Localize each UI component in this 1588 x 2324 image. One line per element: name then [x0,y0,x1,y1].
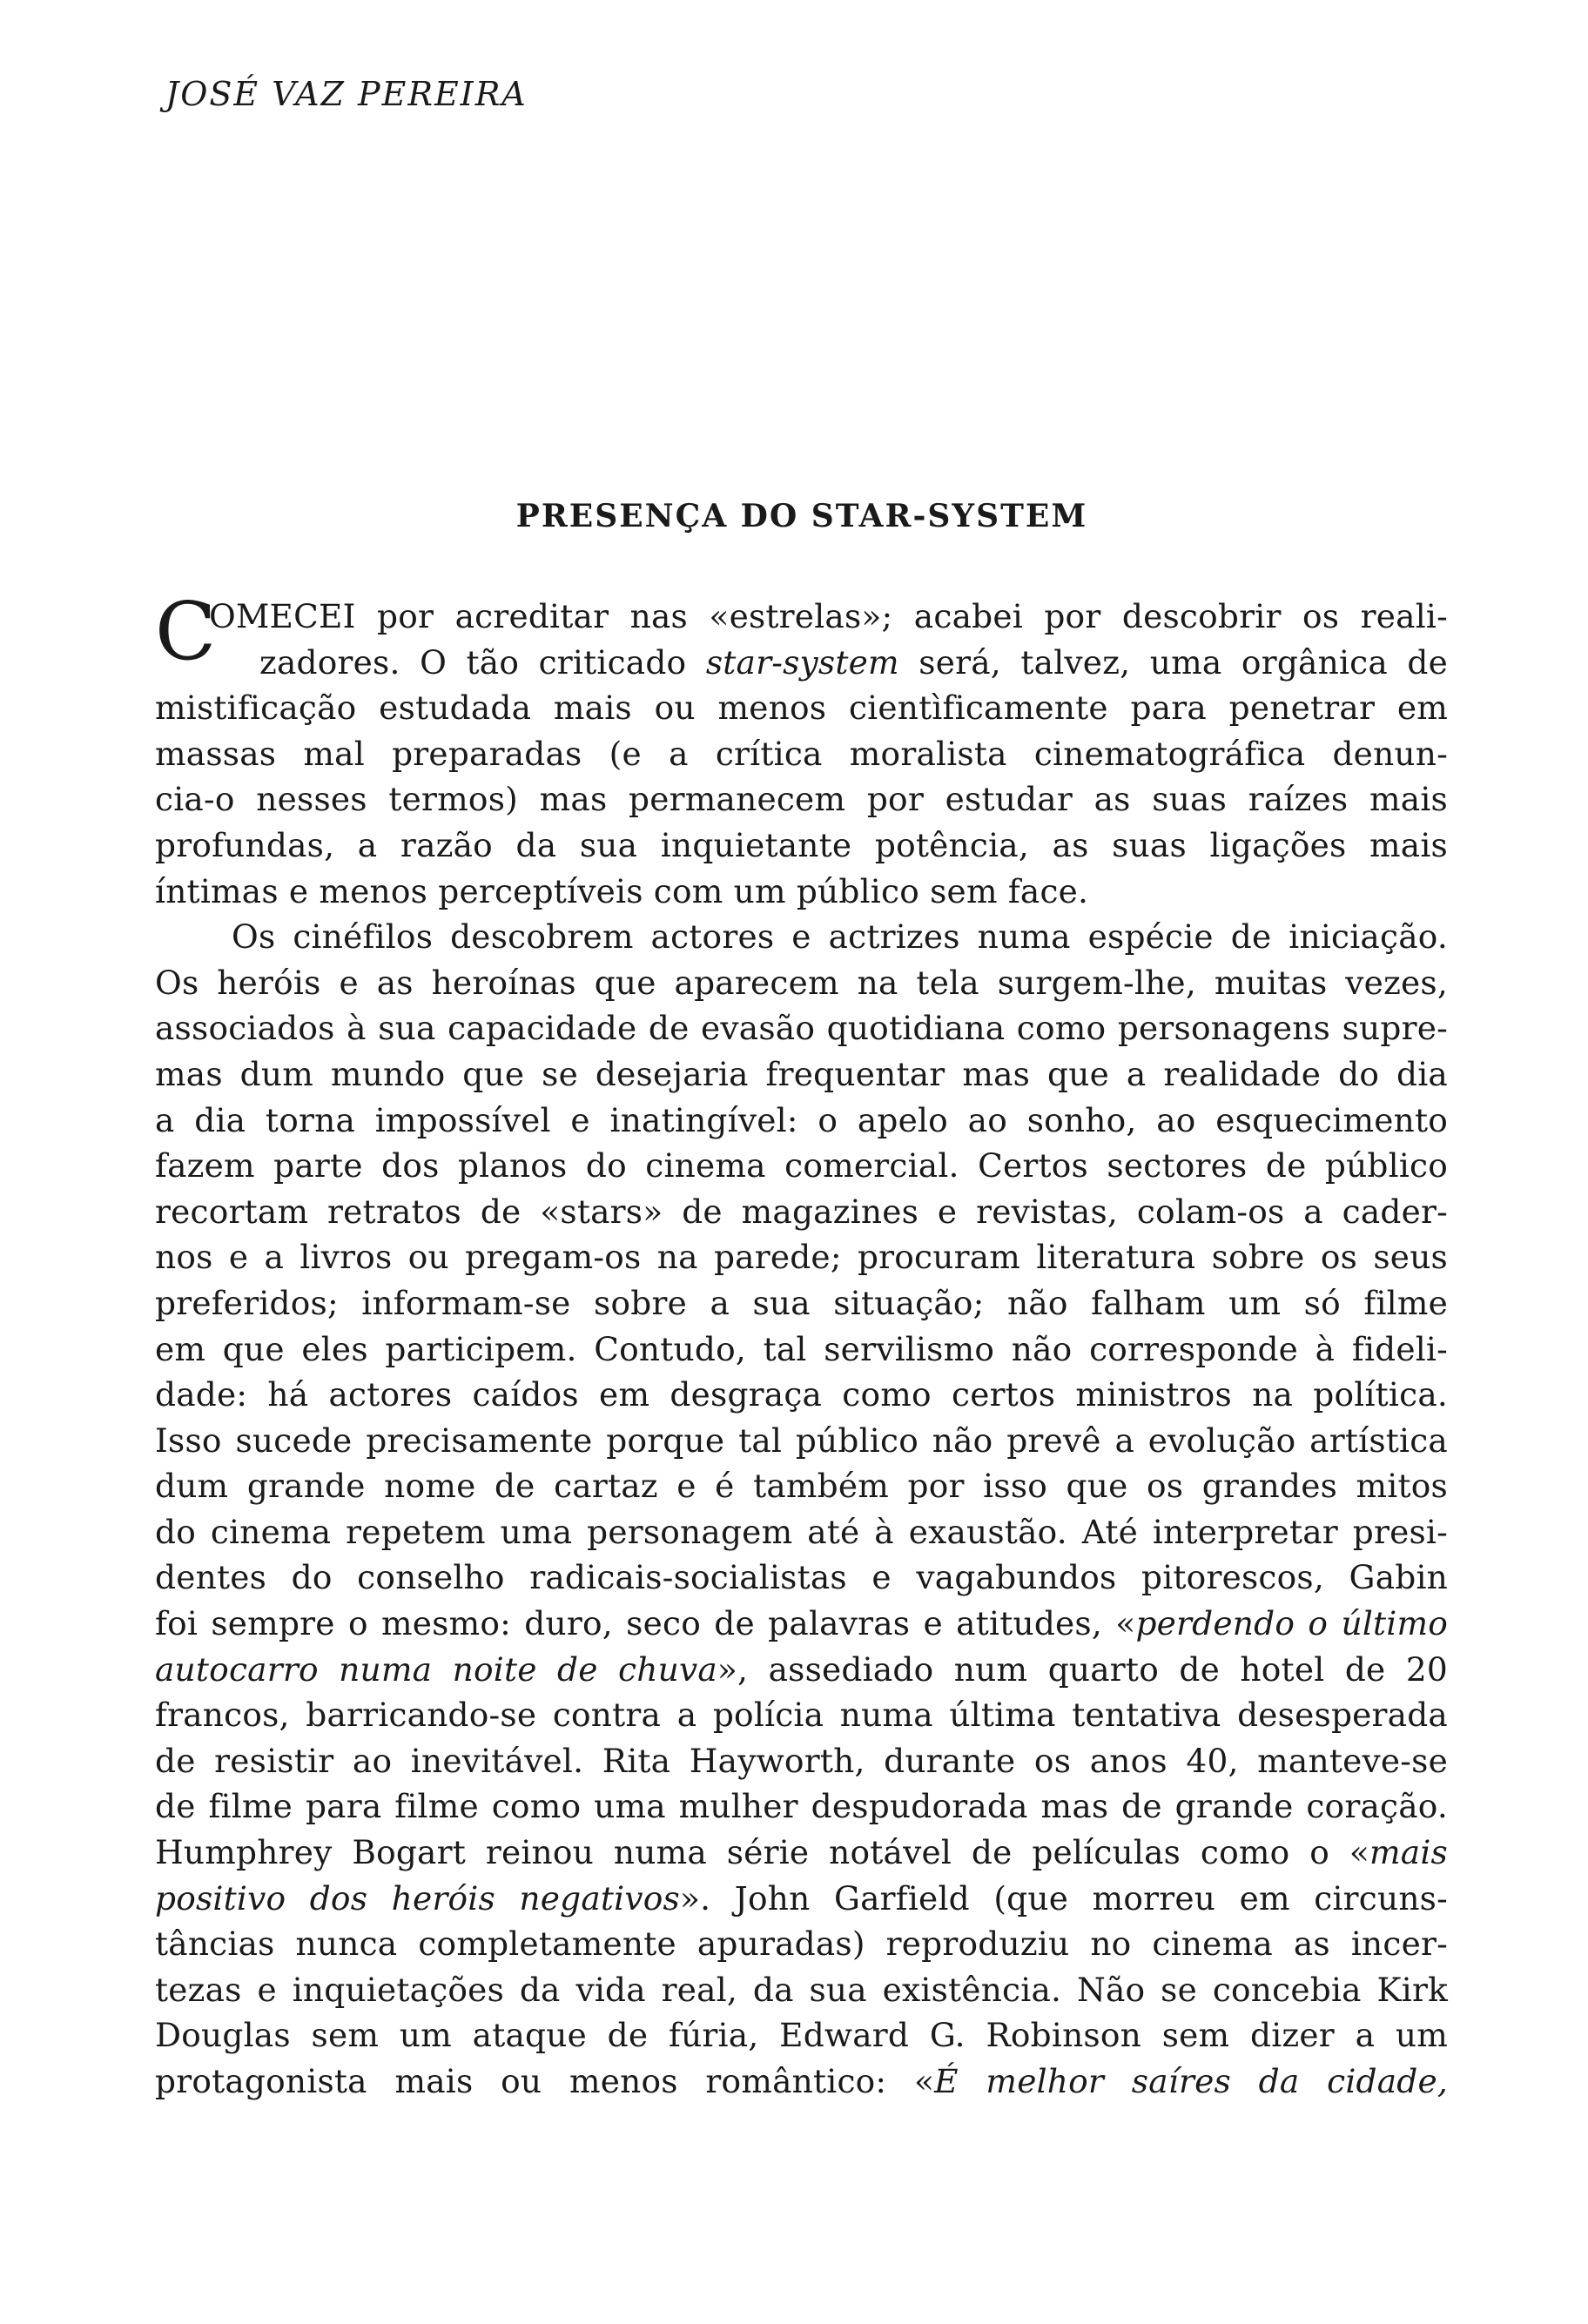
text-segment: protagonista mais ou menos romântico: « [155,2062,935,2100]
body-text [155,585,1449,2105]
text-line [155,1692,1448,1738]
running-head: JOSÉ VAZ PEREIRA [165,75,528,113]
text-segment: », assediado num quarto de hotel de 20 [717,1649,1448,1689]
drop-cap: C [155,585,217,678]
text-segment: massas mal preparadas (e a crítica moralista cinematográfica denun- [155,734,1448,773]
text-segment: mas dum mundo que se desejaria frequentar mas que a realidade do dia [155,1054,1448,1093]
text-line [155,1647,1448,1693]
chapter-title: PRESENÇA DO STAR-SYSTEM [515,498,1088,534]
text-line [155,1555,1448,1601]
text-segment: nos e a livros ou pregam-os na parede; procuram literatura sobre os seus [155,1238,1448,1277]
text-line [155,776,1448,823]
text-line [155,685,1448,731]
text-segment: de resistir ao inevitável. Rita Hayworth, durante os anos 40, manteve-se [155,1741,1448,1780]
text-segment: OMECEI por acreditar nas «estrelas»; acabei por descobrir os reali- [209,597,1448,635]
text-line [155,869,1448,915]
text-segment: de filme para filme como uma mulher despudorada mas de grande coração. [155,1787,1448,1826]
text-segment: fazem parte dos planos do cinema comercial. Certos sectores de público [155,1146,1448,1186]
text-line [155,914,1448,960]
text-line [155,594,1448,640]
text-line [155,731,1448,777]
text-segment: francos, barricando-se contra a polícia numa última tentativa desesperada [155,1696,1448,1735]
text-line [155,1005,1448,1051]
text-segment: em que eles participem. Contudo, tal servilismo não corresponde à fideli- [155,1329,1448,1368]
text-line [155,1098,1448,1144]
text-segment: Isso sucede precisamente porque tal público não prevê a evolução artística [155,1421,1448,1460]
text-line [155,1509,1448,1555]
text-segment: mistificação estudada mais ou menos cientìficamente para penetrar em [155,688,1448,728]
text-segment: tâncias nunca completamente apuradas) reproduziu no cinema as incer- [155,1924,1448,1964]
text-line [155,1280,1448,1327]
text-segment: cia-o nesses termos) mas permanecem por estudar as suas raízes mais [155,780,1448,819]
italic-text: mais [1369,1833,1448,1872]
text-segment: tezas e inquietações da vida real, da sua existência. Não se concebia Kirk [155,1970,1448,2009]
text-line [155,1601,1448,1647]
italic-text: É melhor saíres da cidade, [934,2062,1448,2100]
text-line [155,2059,1448,2105]
text-line [155,1738,1448,1784]
text-segment: dade: há actores caídos em desgraça como certos ministros na política. [155,1375,1448,1414]
text-segment: recortam retratos de «stars» de magazines e revistas, colam-os a cader- [155,1192,1448,1231]
text-line [155,1418,1448,1464]
text-line [155,640,1448,686]
text-segment: Douglas sem um ataque de fúria, Edward G. Robinson sem dizer a um [155,2016,1448,2055]
text-segment: dentes do conselho radicais-socialistas e vagabundos pitorescos, Gabin [155,1558,1448,1597]
text-segment: dum grande nome de cartaz e é também por isso que os grandes mitos [155,1467,1448,1506]
text-segment: zadores. O tão criticado [259,642,706,682]
text-segment: ». John Garfield (que morreu em circuns- [680,1878,1448,1918]
text-line [155,1830,1448,1876]
text-segment: Humphrey Bogart reinou numa série notável de películas como o « [155,1833,1370,1872]
text-segment: Os cinéfilos descobrem actores e actrizes numa espécie de iniciação. [232,917,1448,957]
italic-text: autocarro numa noite de chuva [155,1649,717,1689]
text-line [155,1143,1448,1189]
italic-text: positivo dos heróis negativos [155,1878,680,1918]
italic-text: star-system [705,642,899,682]
text-line [155,960,1448,1006]
text-segment: foi sempre o mesmo: duro, seco de palavras e atitudes, « [155,1604,1136,1643]
text-line [155,1051,1448,1098]
text-line [155,1372,1448,1418]
text-line [155,1189,1448,1235]
text-line [155,1234,1448,1280]
text-segment: profundas, a razão da sua inquietante potência, as suas ligações mais [155,825,1448,864]
text-segment: a dia torna impossível e inatingível: o apelo ao sonho, ao esquecimento [155,1100,1448,1139]
text-line [155,823,1448,869]
text-segment: Os heróis e as heroínas que aparecem na tela surgem-lhe, muitas vezes, [155,963,1448,1002]
italic-text: perdendo o último [1135,1604,1449,1643]
text-line [155,1876,1448,1922]
text-segment: íntimas e menos perceptíveis com um público sem face. [155,871,1089,910]
text-segment: será, talvez, uma orgânica de [898,642,1448,682]
text-line [155,1327,1448,1373]
text-line [155,2012,1448,2059]
text-line [155,1967,1448,2013]
text-segment: associados à sua capacidade de evasão quotidiana como personagens supre- [155,1009,1448,1048]
text-line [155,1921,1448,1967]
text-segment: preferidos; informam-se sobre a sua situação; não falham um só filme [155,1283,1448,1322]
text-segment: do cinema repetem uma personagem até à exaustão. Até interpretar presi- [155,1512,1448,1551]
text-line [155,1463,1448,1509]
text-line [155,1783,1448,1830]
